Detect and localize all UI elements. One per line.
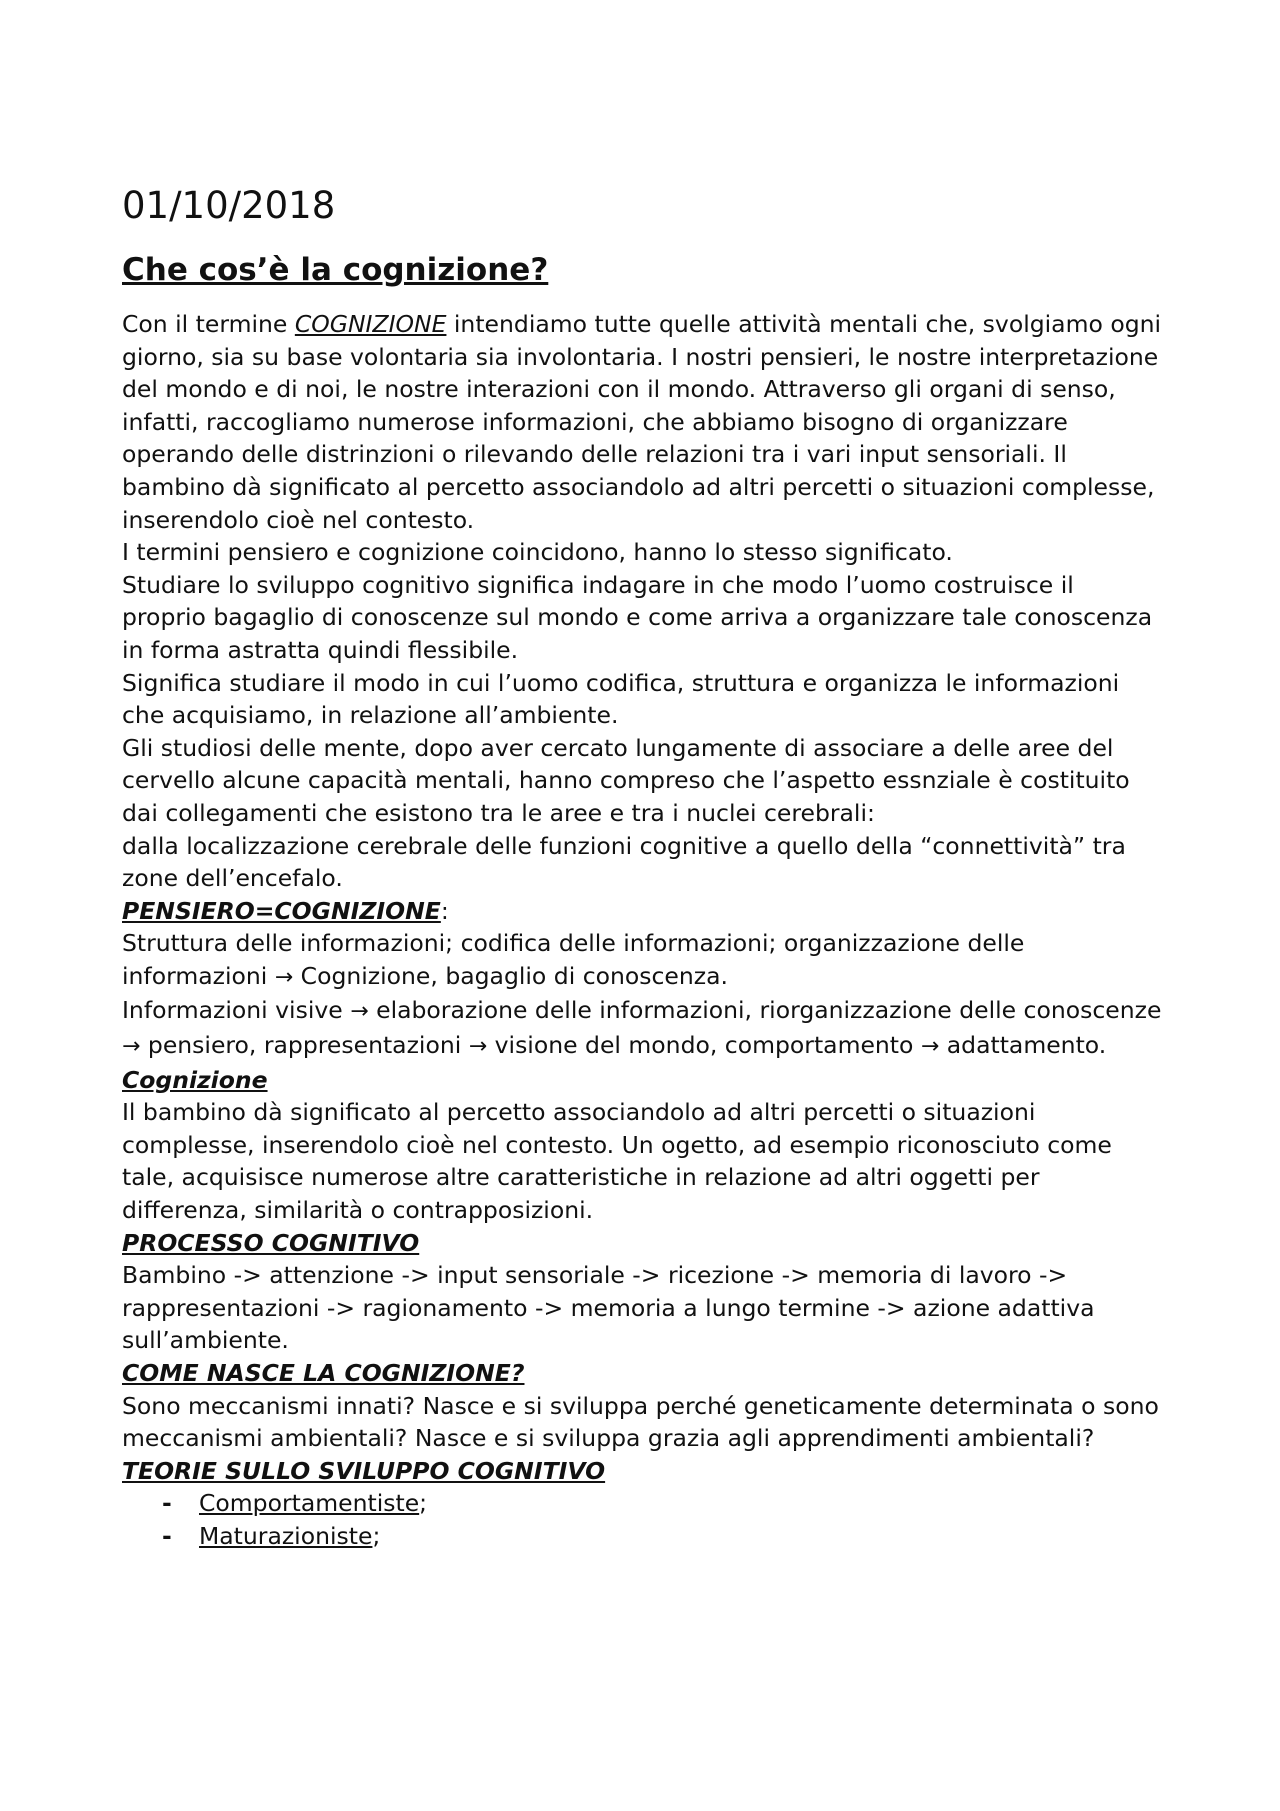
list-item [122,1520,1162,1553]
pensiero-line-2 [122,994,1162,1063]
nasce-text: Sono meccanismi innati? Nasce e si sviluppa perché geneticamente determinata o sono meccanismi ambientali? Nasce e si sviluppa grazia agli apprendimenti ambientali? [122,1391,1159,1453]
cognizione-text: Il bambino dà significato al percetto associandolo ad altri percetti o situazioni complesse, inserendolo cioè nel contesto. Un ogetto, ad esempio riconosciuto come tale, acquisisce numerose altre caratteristiche in relazione ad altri oggetti per differenza, similarità o contrapposizioni. [122,1098,1112,1225]
cognizione-heading: Cognizione [122,1065,268,1094]
paragraph-3: Studiare lo sviluppo cognitivo significa indagare in che modo l’uomo costruisce il proprio bagaglio di conoscenze sul mondo e come arriva a organizzare tale conoscenza in forma astratta quindi flessibile. [122,570,1153,664]
bullet-dash: - [162,1521,172,1550]
paragraph-6: dalla localizzazione cerebrale delle funzioni cognitive a quello della “connettività” tra zone dell’encefalo. [122,831,1126,893]
intro-after: intendiamo tutte quelle attività mentali che, svolgiamo ogni giorno, sia su base volontaria sia involontaria. I nostri pensieri, le nostre interpretazione del mondo e di noi, le nostre interazioni con il mondo. Attraverso gli organi di senso, infatti, raccogliamo numerose informazioni, che abbiamo bisogno di organizzare operando delle distrinzioni o rilevando delle relazioni tra i vari input sensoriali. Il bambino dà significato al percetto associandolo ad altri percetti o situazioni complesse, inserendolo cioè nel contesto. [122,310,1162,534]
pensiero-line-1 [122,927,1162,994]
processo-text: Bambino -> attenzione -> input sensoriale -> ricezione -> memoria di lavoro -> rappresentazioni -> ragionamento -> memoria a lungo termine -> azione adattiva sull’ambiente. [122,1261,1095,1355]
bullet-dash: - [162,1489,172,1518]
pensiero-line2a: Informazioni visive [122,996,351,1025]
document-content [122,184,1162,1553]
arrow-icon: → [468,1034,488,1060]
list-item-label: Comportamentiste [199,1489,420,1518]
arrow-icon: → [274,964,294,990]
teorie-list [122,1487,1162,1552]
teorie-heading: TEORIE SULLO SVILUPPO COGNITIVO [122,1456,606,1485]
processo-heading: PROCESSO COGNITIVO [122,1228,420,1257]
arrow-icon: → [122,1034,141,1060]
nasce-heading: COME NASCE LA COGNIZIONE? [122,1359,525,1387]
date-heading: 01/10/2018 [122,184,336,227]
intro-before: Con il termine [122,310,295,338]
processo-heading-line [122,1227,1162,1260]
teorie-heading-line [122,1455,1162,1488]
nasce-heading-line [122,1357,1162,1390]
cognizione-heading-line [122,1064,1162,1097]
list-item [122,1487,1162,1520]
list-item-suffix: ; [372,1521,381,1550]
pensiero-line1a: Struttura delle informazioni; codifica delle informazioni; organizzazione delle informazioni [122,929,1025,990]
pensiero-line2e: adattamento. [939,1031,1107,1060]
paragraph-4: Significa studiare il modo in cui l’uomo codifica, struttura e organizza le informazioni che acquisiamo, in relazione all’ambiente. [122,668,1120,730]
intro-term: COGNIZIONE [294,310,447,338]
arrow-icon: → [350,999,369,1025]
pensiero-heading: PENSIERO=COGNIZIONE [122,896,441,925]
arrow-icon: → [920,1034,940,1060]
paragraph-2: I termini pensiero e cognizione coincidono, hanno lo stesso significato. [122,538,953,567]
paragraph-5: Gli studiosi delle mente, dopo aver cercato lungamente di associare a delle aree del cervello alcune capacità mentali, hanno compreso che l’aspetto essnziale è costituito dai collegamenti che esistono tra le aree e tra i nuclei cerebrali: [122,733,1130,827]
list-item-label: Maturazioniste [199,1521,373,1550]
pensiero-colon: : [440,896,449,925]
pensiero-line2d: visione del mondo, comportamento [487,1031,921,1060]
page-title: Che cos’è la cognizione? [122,252,549,288]
list-item-suffix: ; [419,1489,428,1518]
intro-paragraph [122,308,1162,536]
pensiero-line2b: elaborazione delle informazioni, riorganizzazione delle conoscenze [368,996,1162,1025]
pensiero-line1b: Cognizione, bagaglio di conoscenza. [293,961,728,990]
pensiero-heading-line [122,895,1162,928]
pensiero-line2c: pensiero, rappresentazioni [140,1031,469,1060]
